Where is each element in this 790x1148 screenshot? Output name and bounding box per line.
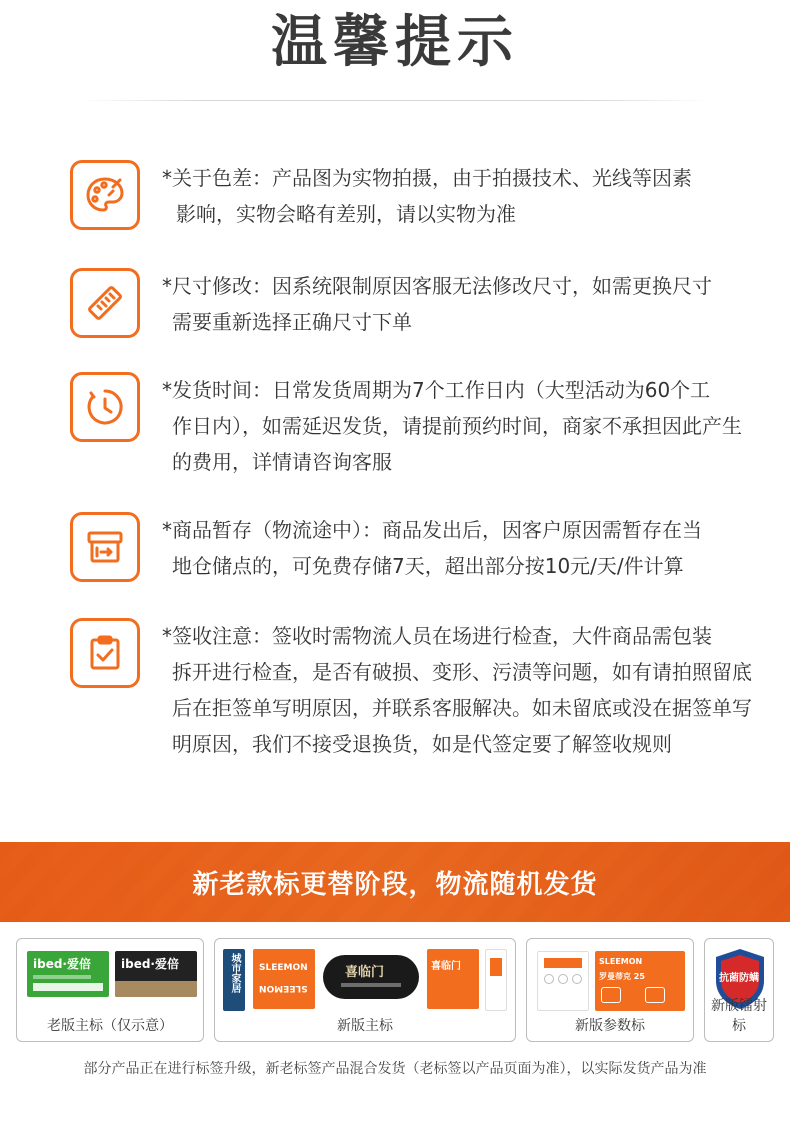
- tip-body: 作日内），如需延迟发货，请提前预约时间，商家不承担因此产生的费用，详情请咨询客服: [172, 414, 742, 474]
- city-brand-tag: [223, 949, 245, 1011]
- ruler-icon: [70, 268, 140, 338]
- label-card-old-main: [16, 938, 204, 1042]
- tip-text: [162, 512, 762, 584]
- card-caption: 老版主标（仅示意）: [47, 1018, 173, 1034]
- laser-label: 抗菌防螨: [719, 973, 759, 984]
- footnote: 部分产品正在进行标签升级，新老标签产品混合发货（老标签以产品页面为准），以实际发货产品为准: [83, 1061, 707, 1077]
- xilinmen-tag: [323, 955, 419, 999]
- tip-text: [162, 268, 762, 340]
- tip-line1: *签收注意：签收时需物流人员在场进行检查，大件商品需包装: [162, 624, 712, 648]
- tip-body: 影响，实物会略有差别，请以实物为准: [176, 202, 516, 226]
- param-tag-white: [537, 951, 589, 1011]
- tip-body: 地仓储点的，可免费存储7天，超出部分按10元/天/件计算: [172, 554, 684, 578]
- xilinmen-label: 喜临门: [345, 965, 385, 980]
- tip-text: [162, 160, 762, 232]
- ibed-black-tag: [115, 951, 197, 997]
- clock-icon: [70, 372, 140, 442]
- banner-text: 新老款标更替阶段，物流随机发货: [192, 869, 598, 900]
- white-tag: [485, 949, 507, 1011]
- ibed-green-label: ibed·爱倍: [33, 957, 91, 971]
- tip-text: [162, 618, 762, 762]
- tip-body: 拆开进行检查，是否有破损、变形、污渍等问题，如有请拍照留底后在拒签单写明原因，并联系客服解决。如未留底或没在据签单写明原因，我们不接受退换货，如是代签定要了解签收规则: [172, 660, 752, 756]
- tip-body: 需要重新选择正确尺寸下单: [172, 310, 412, 334]
- sleemon-tag: [253, 949, 315, 1009]
- clipboard-check-icon: [70, 618, 140, 688]
- tip-line1: *尺寸修改：因系统限制原因客服无法修改尺寸，如需更换尺寸: [162, 274, 712, 298]
- ibed-green-tag: [27, 951, 109, 997]
- tip-text: [162, 372, 772, 480]
- title-divider: [80, 100, 710, 101]
- sleemon-label: SLEEMON: [259, 963, 308, 973]
- param-product-label: 罗曼蒂克 25: [599, 972, 645, 981]
- label-card-laser: [704, 938, 774, 1042]
- page-title: 温馨提示: [271, 10, 519, 75]
- param-tag-orange: [595, 951, 685, 1011]
- xilinmen-orange-tag: [427, 949, 479, 1009]
- tip-line1: *发货时间：日常发货周期为7个工作日内（大型活动为60个工: [162, 378, 711, 402]
- card-caption: 新版镭射标: [711, 998, 767, 1034]
- label-card-new-main: [214, 938, 516, 1042]
- param-brand-label: SLEEMON: [599, 957, 643, 966]
- tip-line1: *商品暂存（物流途中）：商品发出后，因客户原因需暂存在当: [162, 518, 702, 542]
- sleemon-reversed-label: SLEEMON: [259, 983, 308, 993]
- ibed-black-label: ibed·爱倍: [121, 957, 179, 971]
- tip-line1: *关于色差：产品图为实物拍摄，由于拍摄技术、光线等因素: [162, 166, 692, 190]
- card-caption: 新版参数标: [575, 1018, 645, 1034]
- shipping-banner: [0, 842, 790, 922]
- city-brand-label: 城市家居: [229, 953, 240, 993]
- label-card-new-param: [526, 938, 694, 1042]
- box-icon: [70, 512, 140, 582]
- palette-icon: [70, 160, 140, 230]
- xilinmen-small-label: 喜临门: [431, 961, 461, 972]
- card-caption: 新版主标: [337, 1018, 393, 1034]
